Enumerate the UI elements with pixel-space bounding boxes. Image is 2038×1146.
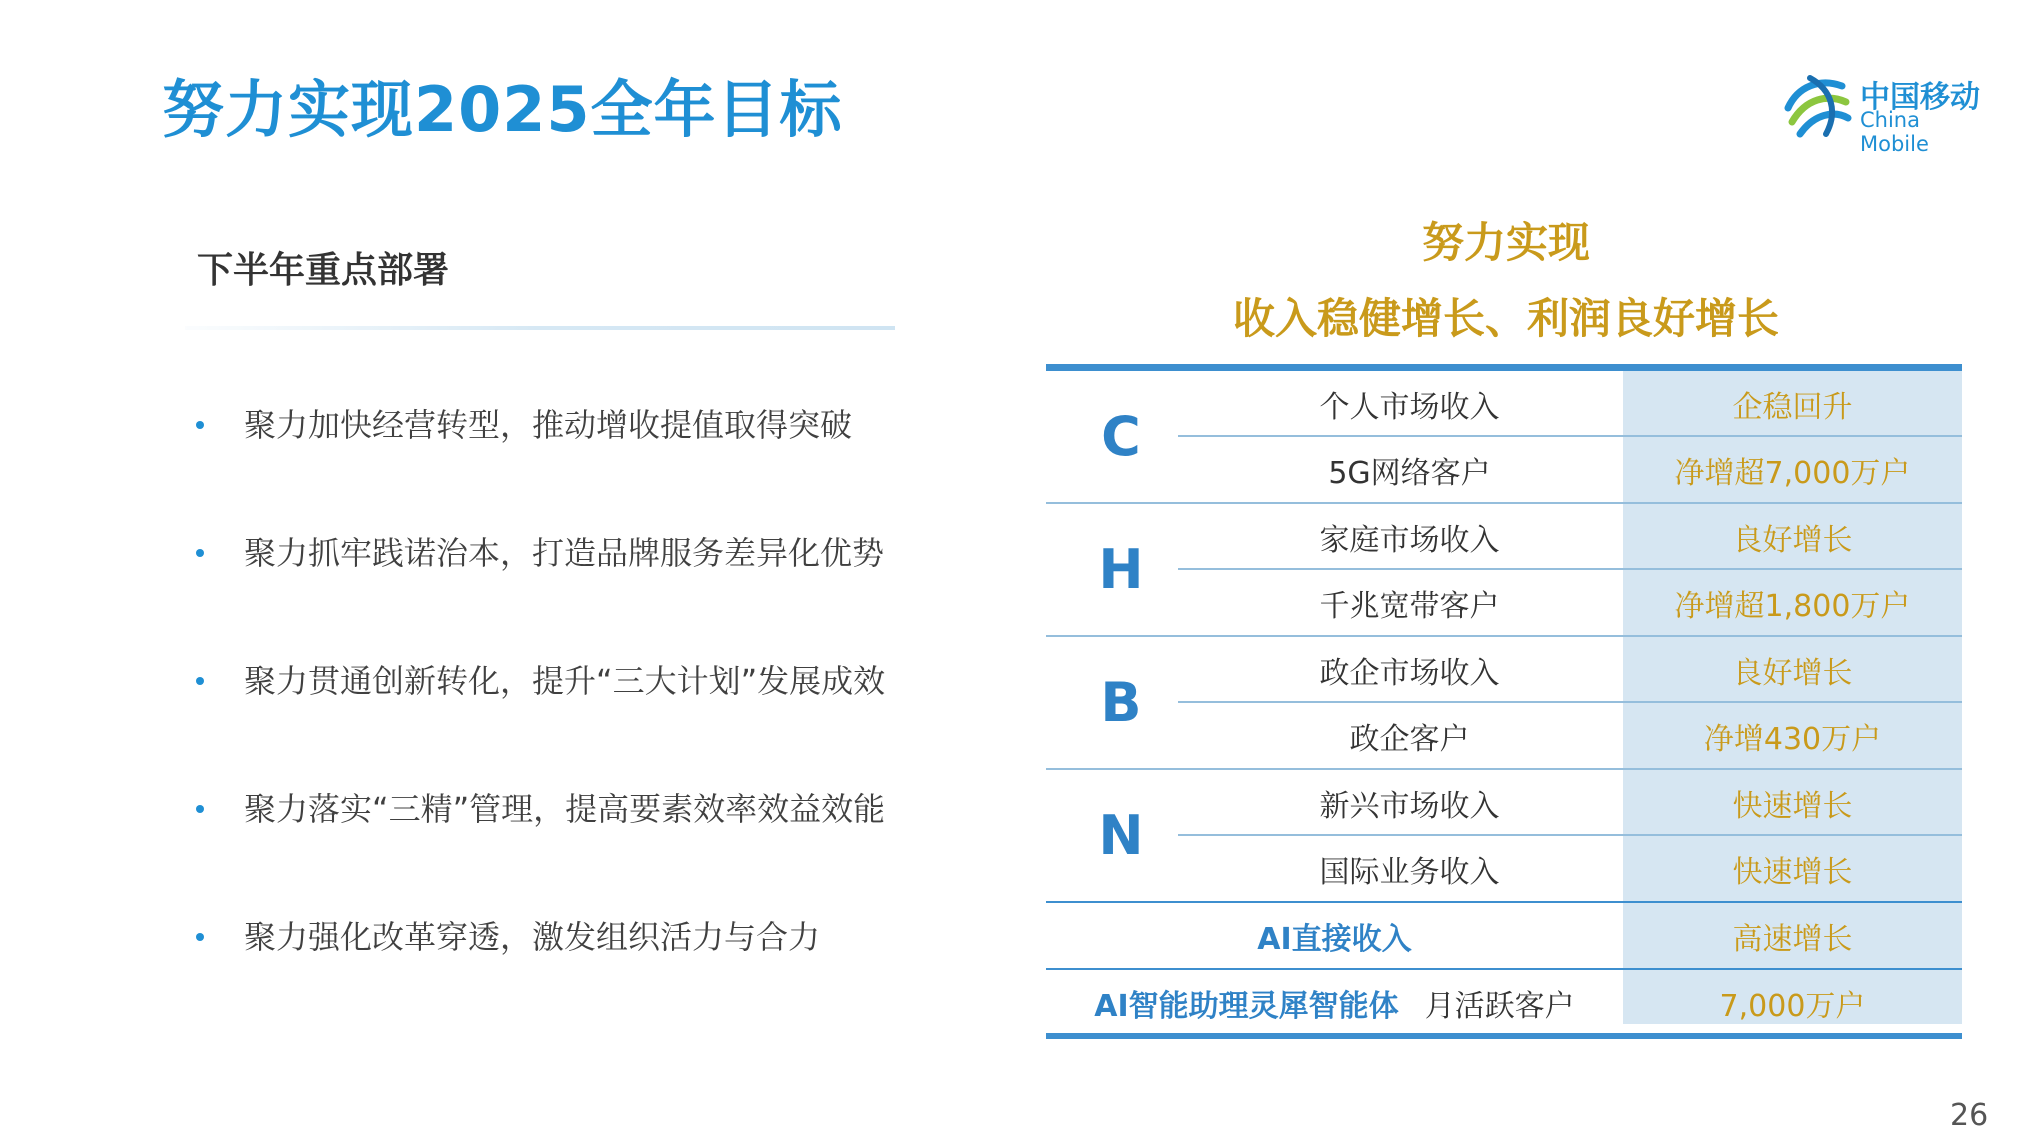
table-row (1196, 836, 1962, 901)
china-mobile-emblem-icon (1780, 68, 1854, 142)
ai-row-target: 7,000万户 (1719, 988, 1866, 1024)
ai-row-metric: 月活跃客户 (1424, 988, 1575, 1024)
group-letter: C (1101, 405, 1141, 468)
metric-name: 千兆宽带客户 (1319, 588, 1500, 624)
metric-target: 快速增长 (1732, 854, 1853, 890)
metric-name: 5G网络客户 (1328, 455, 1491, 491)
table-group-n (1046, 770, 1962, 901)
table-row (1196, 703, 1962, 768)
ai-row-label: AI智能助理灵犀智能体 (1094, 988, 1399, 1024)
metric-name: 政企客户 (1349, 721, 1470, 757)
page-title: 努力实现2025全年目标 (162, 73, 843, 146)
ai-assistant-row (1046, 970, 1962, 1035)
ai-row-target: 高速增长 (1732, 921, 1853, 957)
ai-revenue-row (1046, 901, 1962, 970)
table-row (1196, 570, 1962, 635)
ai-row-label: AI直接收入 (1257, 921, 1412, 957)
list-item (196, 784, 885, 912)
list-item-text: 聚力强化改革穿透，激发组织活力与合力 (244, 918, 821, 956)
table-group-b (1046, 637, 1962, 770)
goal-heading-line2: 收入稳健增长、利润良好增长 (1232, 294, 1779, 343)
table-row (1196, 637, 1962, 702)
bullet-icon (196, 805, 204, 813)
targets-table (1046, 364, 1962, 1039)
logo-english-text: China Mobile (1860, 108, 1929, 156)
table-row (1196, 504, 1962, 569)
bullet-icon (196, 933, 204, 941)
list-item-text: 聚力落实“三精”管理，提高要素效率效益效能 (244, 790, 886, 828)
table-row (1196, 437, 1962, 502)
metric-name: 国际业务收入 (1319, 854, 1500, 890)
bullet-icon (196, 677, 204, 685)
metric-target: 企稳回升 (1732, 389, 1853, 425)
section-heading: 下半年重点部署 (197, 250, 450, 291)
logo-chinese-text: 中国移动 (1860, 80, 1980, 115)
page-number: 26 (1950, 1098, 1989, 1133)
table-group-c (1046, 371, 1962, 504)
priority-list (196, 400, 885, 1040)
metric-target: 快速增长 (1732, 788, 1853, 824)
metric-target: 净增430万户 (1703, 721, 1882, 757)
list-item (196, 528, 885, 656)
table-top-rule (1046, 364, 1962, 371)
list-item (196, 656, 885, 784)
metric-name: 个人市场收入 (1319, 389, 1500, 425)
metric-target: 净增超7,000万户 (1674, 455, 1911, 491)
list-item-text: 聚力贯通创新转化，提升“三大计划”发展成效 (244, 662, 886, 700)
group-letter: H (1098, 538, 1144, 601)
table-group-h (1046, 504, 1962, 637)
metric-target: 净增超1,800万户 (1674, 588, 1911, 624)
metric-name: 家庭市场收入 (1319, 522, 1500, 558)
list-item (196, 912, 885, 1040)
list-item-text: 聚力抓牢践诺治本，打造品牌服务差异化优势 (244, 534, 885, 572)
metric-target: 良好增长 (1732, 655, 1853, 691)
bullet-icon (196, 549, 204, 557)
bullet-icon (196, 421, 204, 429)
table-row (1196, 371, 1962, 436)
list-item (196, 400, 885, 528)
goal-heading-line1: 努力实现 (1421, 218, 1590, 267)
metric-name: 新兴市场收入 (1319, 788, 1500, 824)
china-mobile-logo (1780, 64, 1990, 156)
metric-name: 政企市场收入 (1319, 655, 1500, 691)
table-bottom-rule (1046, 1033, 1962, 1039)
metric-target: 良好增长 (1732, 522, 1853, 558)
group-letter: B (1100, 671, 1142, 734)
table-row (1196, 770, 1962, 835)
heading-divider (185, 326, 895, 330)
list-item-text: 聚力加快经营转型，推动增收提值取得突破 (244, 406, 853, 444)
group-letter: N (1098, 804, 1144, 867)
